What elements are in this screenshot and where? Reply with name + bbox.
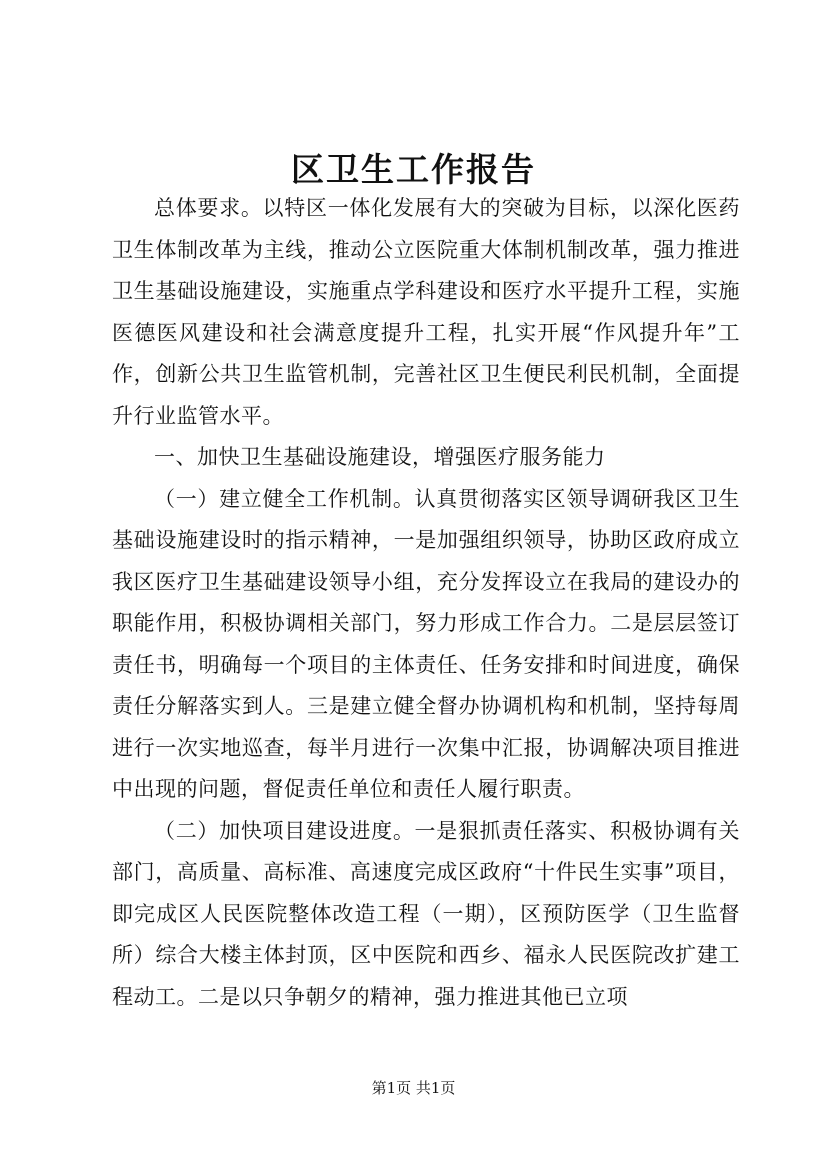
paragraph-general-requirements: 总体要求。以特区一体化发展有大的突破为目标，以深化医药卫生体制改革为主线，推动公立医院重大体制机制改革，强力推进卫生基础设施建设，实施重点学科建设和医疗水平提升工程，实施医德医风建设和社会满意度提升工程，扎实开展“作风提升年”工作，创新公共卫生监管机制，完善社区卫生便民利民机制，全面提升行业监管水平。: [112, 196, 740, 428]
section-heading-1: 一、加快卫生基础设施建设，增强医疗服务能力: [154, 445, 606, 469]
paragraph-work-mechanism: （一）建立健全工作机制。认真贯彻落实区领导调研我区卫生基础设施建设时的指示精神，一是加强组织领导，协助区政府成立我区医疗卫生基础建设领导小组，充分发挥设立在我局的建设办的职能作用，积极协调相关部门，努力形成工作合力。二是层层签订责任书，明确每一个项目的主体责任、任务安排和时间进度，确保责任分解落实到人。三是建立健全督办协调机构和机制，坚持每周进行一次实地巡查，每半月进行一次集中汇报，协调解决项目推进中出现的问题，督促责任单位和责任人履行职责。: [112, 486, 740, 801]
page-footer: 第1页 共1页: [371, 1079, 456, 1097]
document-body: [112, 188, 740, 1018]
document-title: 区卫生工作报告: [291, 150, 536, 189]
paragraph-project-progress: （二）加快项目建设进度。一是狠抓责任落实、积极协调有关部门，高质量、高标准、高速度完成区政府“十件民生实事”项目，即完成区人民医院整体改造工程（一期），区预防医学（卫生监督所）综合大楼主体封顶，区中医院和西乡、福永人民医院改扩建工程动工。二是以只争朝夕的精神，强力推进其他已立项: [112, 818, 740, 1009]
